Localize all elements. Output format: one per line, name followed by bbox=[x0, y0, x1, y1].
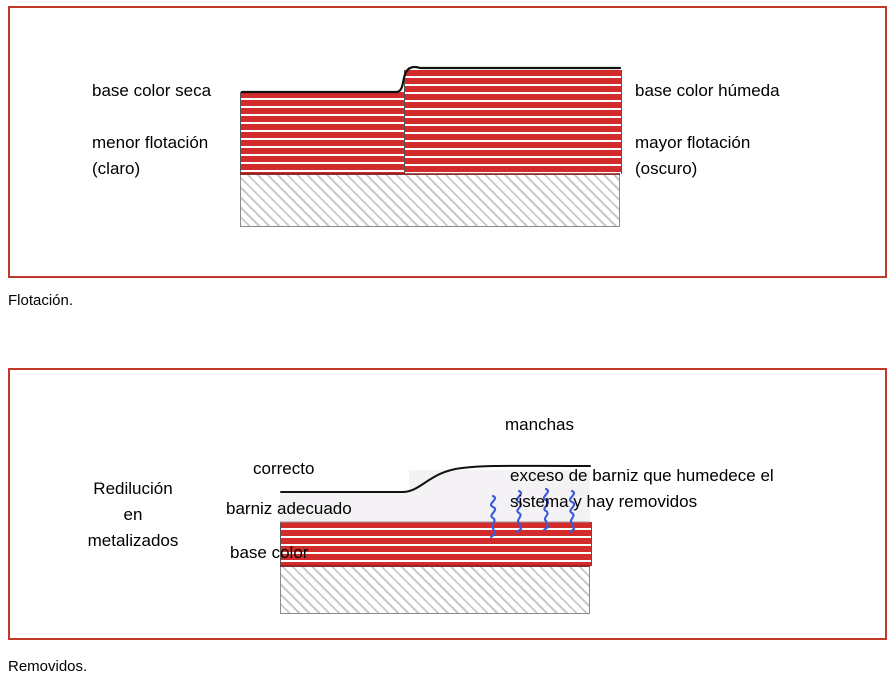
label-redilucion-metalizados: metalizados bbox=[87, 531, 179, 550]
label-base-color: base color bbox=[230, 543, 309, 562]
label-barniz-adecuado: barniz adecuado bbox=[226, 499, 352, 518]
label-mayor-flotacion-oscuro: (oscuro) bbox=[635, 159, 698, 178]
label-base-color-seca: base color seca bbox=[92, 81, 212, 100]
label-exceso-barniz-line1: exceso de barniz que humedece el bbox=[510, 466, 774, 485]
label-menor-flotacion: menor flotación bbox=[92, 133, 209, 152]
label-base-color-humeda: base color húmeda bbox=[635, 81, 780, 100]
figure-panel-flotacion bbox=[8, 6, 887, 278]
label-exceso-barniz-line2: sistema y hay removidos bbox=[510, 492, 698, 511]
caption-flotacion: Flotación. bbox=[8, 292, 74, 309]
label-menor-flotacion-claro: (claro) bbox=[92, 159, 141, 178]
diagram-flotacion bbox=[10, 8, 889, 276]
label-manchas: manchas bbox=[505, 415, 574, 434]
caption-removidos: Removidos. bbox=[8, 658, 88, 675]
label-redilucion-en: en bbox=[123, 505, 143, 524]
label-mayor-flotacion: mayor flotación bbox=[635, 133, 751, 152]
figure-panel-removidos bbox=[8, 368, 887, 640]
label-redilucion: Redilución bbox=[93, 479, 173, 498]
diagram-removidos bbox=[10, 370, 889, 638]
label-correcto: correcto bbox=[253, 459, 315, 478]
